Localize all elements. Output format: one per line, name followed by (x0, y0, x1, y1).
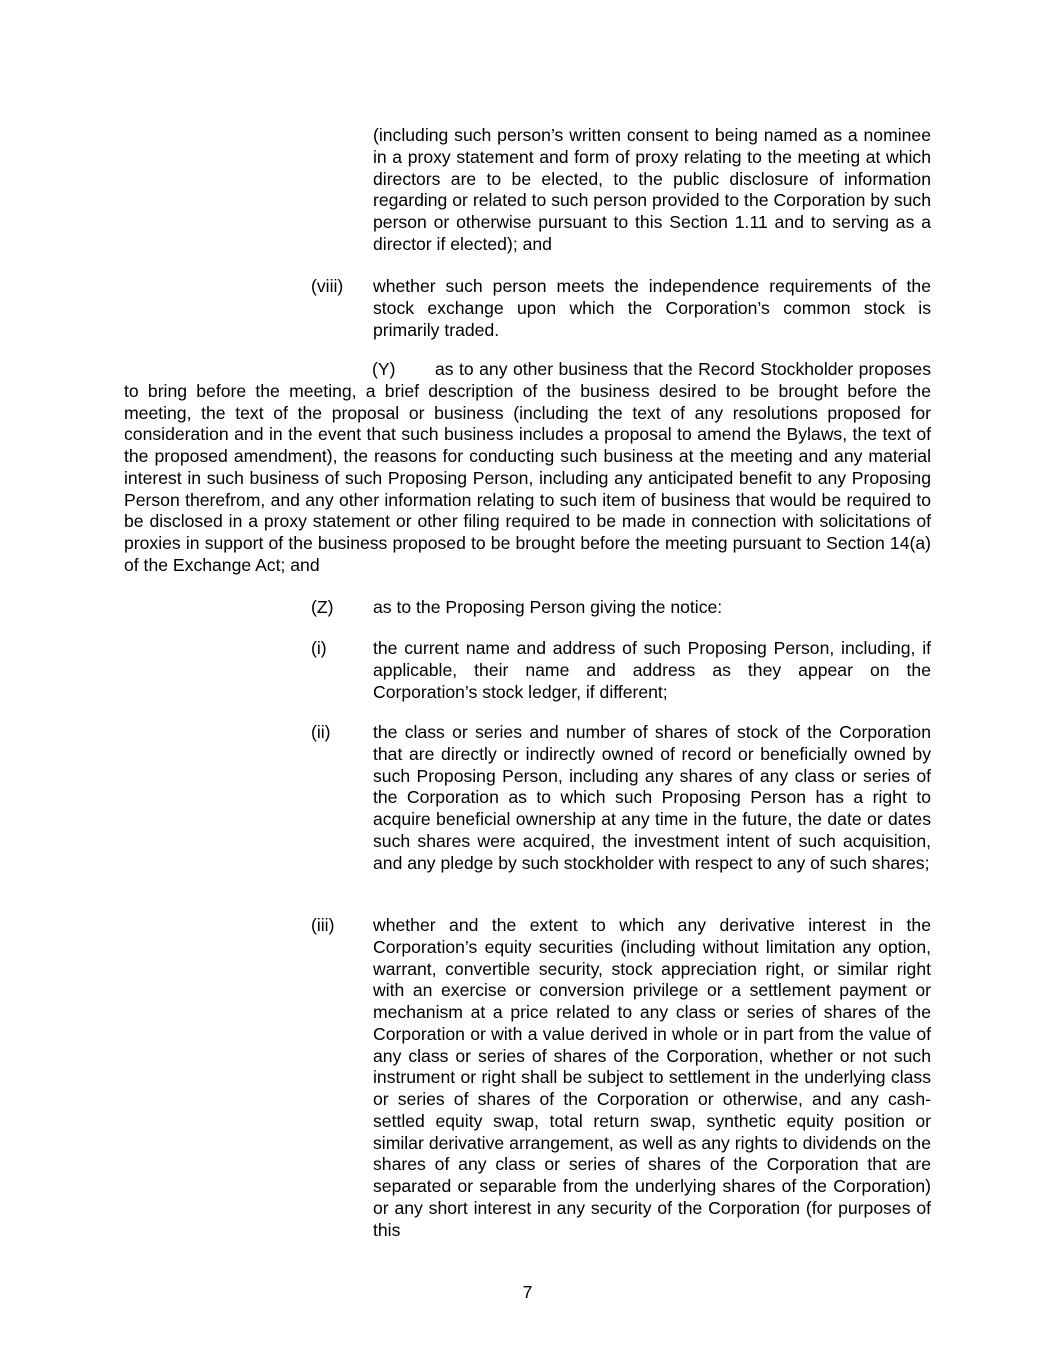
item-viii-label: (viii) (311, 276, 344, 296)
item-z-label: (Z) (311, 597, 334, 617)
item-z-text: as to the Proposing Person giving the notice: (373, 597, 723, 617)
item-i-label: (i) (311, 638, 327, 658)
item-i-text: the current name and address of such Proposing Person, including, if applicable, their name and address as they appear on the Corporation’s stock ledger, if different; (373, 638, 931, 702)
item-viii-text: whether such person meets the independence requirements of the stock exchange upon which the Corporation’s common stock is primarily traded. (373, 276, 931, 340)
item-y-label: (Y) (372, 359, 396, 379)
item-ii-label: (ii) (311, 722, 331, 742)
item-iii-label: (iii) (311, 915, 335, 935)
item-y-paragraph (124, 359, 931, 577)
item-iii-text: whether and the extent to which any derivative interest in the Corporation’s equity securities (including without limitation any option, warrant, convertible security, stock appreciation right, or similar right with an exercise or conversion privilege or a settlement payment or mechanism at a price related to any class or series of shares of the Corporation or with a value derived in whole or in part from the value of any class or series of shares of the Corporation, whether or not such instrument or right shall be subject to settlement in the underlying class or series of shares of the Corporation or otherwise, and any cash-settled equity swap, total return swap, synthetic equity position or similar derivative arrangement, as well as any rights to dividends on the shares of any class or series of shares of the Corporation that are separated or separable from the underlying shares of the Corporation) or any short interest in any security of the Corporation (for purposes of this (373, 915, 931, 1240)
item-ii-text: the class or series and number of shares of stock of the Corporation that are directly or indirectly owned of record or beneficially owned by such Proposing Person, including any shares of any class or series of the Corporation as to which such Proposing Person has a right to acquire beneficial ownership at any time in the future, the date or dates such shares were acquired, the investment intent of such acquisition, and any pledge by such stockholder with respect to any of such shares; (373, 722, 931, 873)
page-number: 7 (522, 1282, 533, 1302)
continued-paragraph: (including such person’s written consent to being named as a nominee in a proxy statement and form of proxy relating to the meeting at which directors are to be elected, to the public disclosure of information regarding or related to such person provided to the Corporation by such person or otherwise pursuant to this Section 1.11 and to serving as a director if elected); and (373, 125, 931, 254)
item-y-text: as to any other business that the Record Stockholder proposes to bring before the meeting, a brief description of the business desired to be brought before the meeting, the text of the proposal or business (including the text of any resolutions proposed for consideration and in the event that such business includes a proposal to amend the Bylaws, the text of the proposed amendment), the reasons for conducting such business at the meeting and any material interest in such business of such Proposing Person, including any anticipated benefit to any Proposing Person therefrom, and any other information relating to such item of business that would be required to be disclosed in a proxy statement or other filing required to be made in connection with solicitations of proxies in support of the business proposed to be brought before the meeting pursuant to Section 14(a) of the Exchange Act; and (124, 359, 931, 575)
